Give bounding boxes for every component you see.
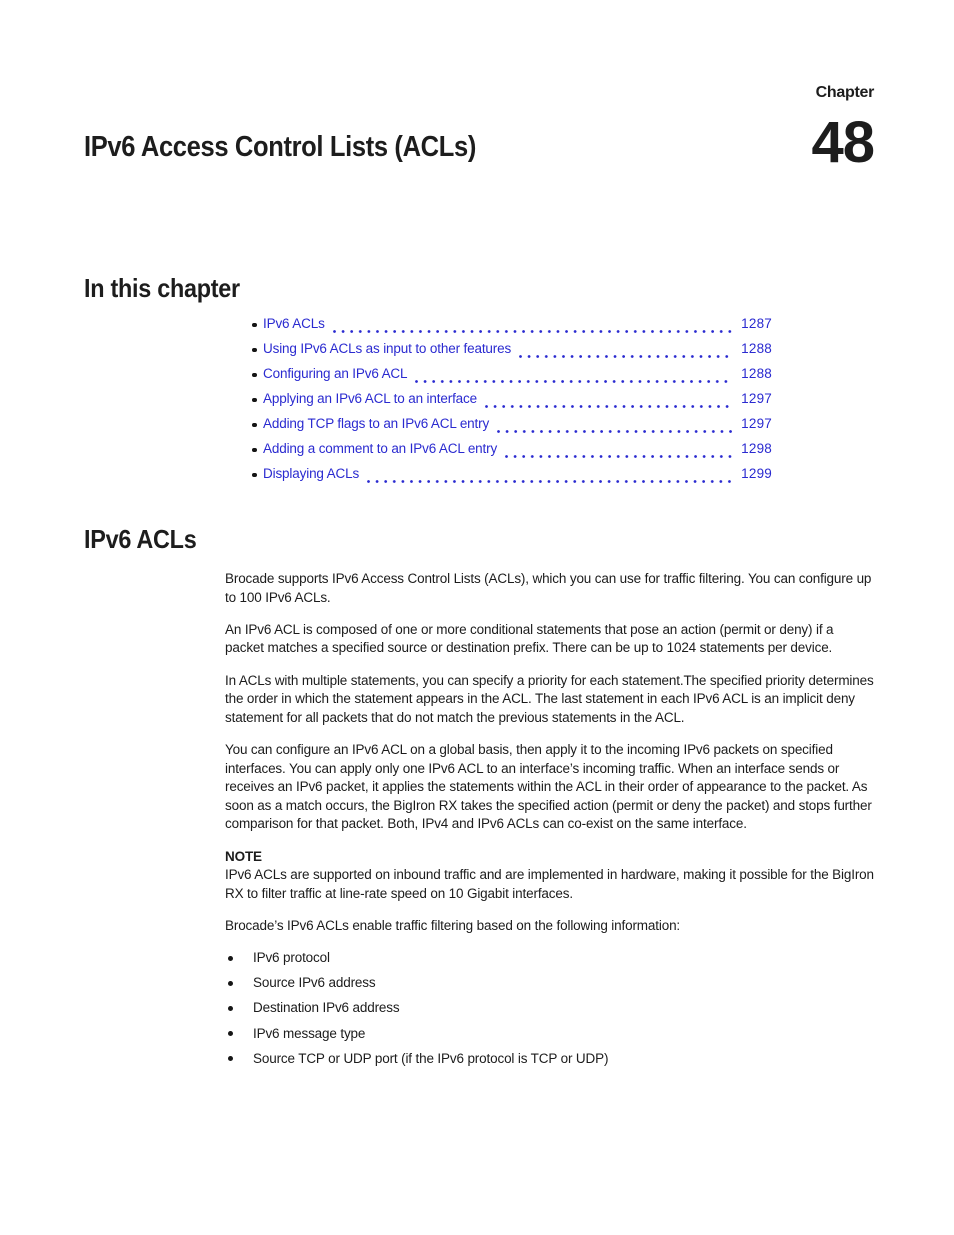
toc-page-number: 1299 (741, 466, 772, 481)
toc-item-using-ipv6-acls[interactable] (252, 341, 772, 366)
bullet-icon (252, 398, 257, 403)
toc-link-label: Adding a comment to an IPv6 ACL entry (263, 441, 498, 456)
list-item-text: IPv6 protocol (253, 950, 330, 966)
paragraph: An IPv6 ACL is composed of one or more conditional statements that pose an action (permit or deny) if a packet matches a specified source or destination prefix. There can be up to 1024 statements per device. (225, 621, 834, 656)
toc-link-label: Configuring an IPv6 ACL (263, 366, 408, 381)
bullet-icon (228, 1056, 233, 1061)
dot-leader (503, 441, 734, 466)
paragraph: Brocade supports IPv6 Access Control Lists (ACLs), which you can use for traffic filtering. You can configure up to 100 IPv6 ACLs. (225, 571, 872, 605)
list-item (225, 1025, 875, 1044)
page-title: IPv6 Access Control Lists (ACLs) (84, 131, 476, 163)
bullet-list (225, 949, 875, 1068)
bullet-icon (252, 348, 257, 353)
toc-page-number: 1288 (741, 341, 772, 356)
dot-leader (495, 416, 734, 441)
note-block (225, 848, 875, 904)
toc-link-label: Using IPv6 ACLs as input to other features (263, 341, 512, 356)
list-item (225, 974, 875, 993)
ipv6-acls-section-heading: IPv6 ACLs (84, 524, 197, 554)
paragraph: You can configure an IPv6 ACL on a global basis, then apply it to the incoming IPv6 packets on specified interfaces. You can apply only one IPv6 ACL to an interface’s incoming traffic. When an interface sends or receives an IPv6 packet, it applies the statements within the ACL in their order of appearance to the packet. As soon as a match occurs, the BigIron RX takes the specified action (permit or deny the packet) and stops further comparison for that packet. Both, IPv4 and IPv6 ACLs can co-exist on the same interface. (225, 741, 872, 832)
toc-page-number: 1287 (741, 316, 772, 331)
in-this-chapter-heading: In this chapter (84, 273, 240, 303)
dot-leader (365, 466, 734, 491)
bullet-icon (228, 981, 233, 986)
toc-link-label: Adding TCP flags to an IPv6 ACL entry (263, 416, 490, 431)
bullet-icon (252, 473, 257, 478)
dot-leader (483, 391, 734, 416)
list-intro: Brocade’s IPv6 ACLs enable traffic filtering based on the following information: (225, 917, 681, 933)
toc-item-adding-a-comment[interactable] (252, 441, 772, 466)
toc-link-label: Displaying ACLs (263, 466, 360, 481)
toc-item-displaying-acls[interactable] (252, 466, 772, 491)
bullet-icon (228, 1031, 233, 1036)
toc-page-number: 1288 (741, 366, 772, 381)
toc-list (252, 316, 772, 491)
toc-page-number: 1298 (741, 441, 772, 456)
toc-link-label: Applying an IPv6 ACL to an interface (263, 391, 477, 406)
note-label: NOTE (225, 848, 262, 864)
bullet-icon (252, 373, 257, 378)
list-item-text: Destination IPv6 address (253, 1000, 400, 1016)
list-item-text: Source IPv6 address (253, 975, 376, 991)
bullet-icon (252, 423, 257, 428)
toc-page-number: 1297 (741, 416, 772, 431)
toc-item-ipv6-acls[interactable] (252, 316, 772, 341)
paragraph: In ACLs with multiple statements, you can specify a priority for each statement.The specified priority determines the order in which the statement appears in the ACL. The last statement in each IPv6 ACL is an implicit deny statement for all packets that do not match the previous statements in the ACL. (225, 672, 874, 725)
chapter-number: 48 (811, 110, 874, 175)
chapter-label: Chapter (815, 84, 874, 101)
toc-item-applying-an-ipv6-acl[interactable] (252, 391, 772, 416)
toc-link-label: IPv6 ACLs (263, 316, 325, 331)
toc-item-adding-tcp-flags[interactable] (252, 416, 772, 441)
list-item (225, 949, 875, 968)
bullet-icon (252, 448, 257, 453)
section-body (225, 570, 875, 1075)
list-item-text: IPv6 message type (253, 1025, 366, 1041)
dot-leader (413, 366, 734, 391)
bullet-icon (228, 1006, 233, 1011)
list-item-text: Source TCP or UDP port (if the IPv6 protocol is TCP or UDP) (253, 1050, 609, 1066)
bullet-icon (228, 956, 233, 961)
dot-leader (331, 316, 734, 341)
note-text: IPv6 ACLs are supported on inbound traffic and are implemented in hardware, making it possible for the BigIron RX to filter traffic at line-rate speed on 10 Gigabit interfaces. (225, 867, 874, 901)
toc-item-configuring-an-ipv6-acl[interactable] (252, 366, 772, 391)
bullet-icon (252, 323, 257, 328)
dot-leader (517, 341, 734, 366)
list-item (225, 1050, 875, 1069)
toc-page-number: 1297 (741, 391, 772, 406)
chapter-block (811, 84, 874, 175)
list-item (225, 999, 875, 1018)
